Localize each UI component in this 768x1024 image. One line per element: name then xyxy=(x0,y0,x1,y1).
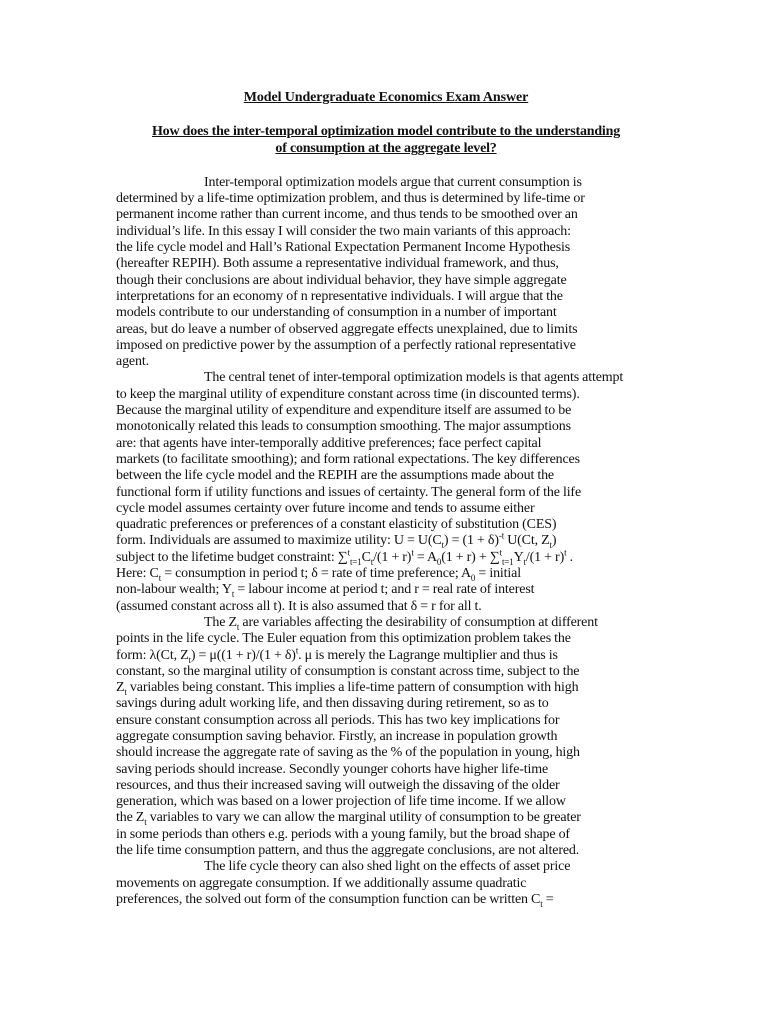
text-line: functional form if utility functions and issues of certainty. The general form of the life xyxy=(116,484,582,500)
text-line: ensure constant consumption across all periods. This has two key implications for xyxy=(116,712,560,728)
exam-question xyxy=(116,124,656,157)
text-line: Because the marginal utility of expenditure and expenditure itself are assumed to be xyxy=(116,403,572,419)
text-line: permanent income rather than current income, and thus tends to be smoothed over an xyxy=(116,207,578,223)
text-line: models contribute to our understanding of consumption in a number of important xyxy=(116,305,557,321)
text-line: $Z_t$ variables being constant. This implies a life-time pattern of consumption with high xyxy=(116,680,579,697)
paragraph xyxy=(116,615,656,859)
text-line: constant, so the marginal utility of consumption is constant across time, subject to the xyxy=(116,663,580,679)
text-line: in some periods than others e.g. periods with a young family, but the broad shape of xyxy=(116,826,570,842)
question-line: How does the inter-temporal optimization model contribute to the understanding xyxy=(151,124,621,140)
text-line: the life cycle model and Hall’s Rational Expectation Permanent Income Hypothesis xyxy=(116,240,571,256)
text-line: non-labour wealth; $Y_t$ = labour income at period t; and r = real rate of interest xyxy=(116,582,535,600)
paragraph xyxy=(116,175,656,371)
question-line: of consumption at the aggregate level? xyxy=(275,140,497,156)
text-line: savings during adult working life, and then dissaving during retirement, so as to xyxy=(116,696,549,712)
text-line: cycle model assumes certainty over future income and tends to assume either xyxy=(116,500,535,516)
text-line: subject to the lifetime budget constraint: $\sum^t_{t=1}C_t/(1 + r)^t = A_0(1 + r) + \sum^t_{t=1}Y_t/(1 + r)^t$ . xyxy=(116,547,573,567)
text-line: preferences, the solved out form of the consumption function can be written $C_t$ = xyxy=(116,891,554,909)
text-line: form. Individuals are assumed to maximize utility: $U = U(C_t) = (1 + \delta)^{-t}$ U(Ct, $Z_t$) xyxy=(116,530,557,551)
document-title: Model Undergraduate Economics Exam Answer xyxy=(243,90,529,105)
text-line: The $Z_t$ are variables affecting the desirability of consumption at different xyxy=(204,614,598,632)
text-line: points in the life cycle. The Euler equation from this optimization problem takes the xyxy=(116,631,571,647)
text-line: should increase the aggregate rate of saving as the % of the population in young, high xyxy=(116,745,580,761)
text-line: (assumed constant across all t). It is also assumed that δ = r for all t. xyxy=(116,598,482,614)
document-page xyxy=(116,90,656,908)
text-line: saving periods should increase. Secondly younger cohorts have higher life-time xyxy=(116,761,549,777)
text-line: Inter-temporal optimization models argue that current consumption is xyxy=(204,174,582,190)
text-line: individual’s life. In this essay I will consider the two main variants of this approach: xyxy=(116,223,571,239)
text-line: aggregate consumption saving behavior. Firstly, an increase in population growth xyxy=(116,728,558,744)
paragraph xyxy=(116,859,656,908)
text-line: generation, which was based on a lower projection of life time income. If we allow xyxy=(116,794,566,810)
text-line: Here: $C_t$ = consumption in period t; δ = rate of time preference; $A_0$ = initial xyxy=(116,566,521,583)
text-line: though their conclusions are about individual behavior, they have simple aggregate xyxy=(116,272,567,288)
text-line: (hereafter REPIH). Both assume a representative individual framework, and thus, xyxy=(116,256,559,272)
text-line: markets (to facilitate smoothing); and form rational expectations. The key differences xyxy=(116,451,580,467)
essay-body xyxy=(116,175,656,908)
paragraph xyxy=(116,370,656,614)
text-line: to keep the marginal utility of expenditure constant across time (in discounted terms). xyxy=(116,386,580,402)
text-line: imposed on predictive power by the assumption of a perfectly rational representative xyxy=(116,337,576,353)
text-line: determined by a life-time optimization problem, and thus is determined by life-time or xyxy=(116,191,585,207)
text-line: The life cycle theory can also shed light on the effects of asset price xyxy=(204,859,571,875)
text-line: the life time consumption pattern, and thus the aggregate conclusions, are not altered. xyxy=(116,843,580,859)
text-line: The central tenet of inter-temporal optimization models is that agents attempt xyxy=(204,370,624,386)
text-line: form: λ(Ct, $Z_t) = \mu((1 + r)/(1 + \delta)^t$. μ is merely the Lagrange multiplier and thus is xyxy=(116,644,558,665)
text-line: agent. xyxy=(116,354,149,370)
text-line: between the life cycle model and the REPIH are the assumptions made about the xyxy=(116,468,554,484)
text-line: movements on aggregate consumption. If we additionally assume quadratic xyxy=(116,875,527,891)
text-line: are: that agents have inter-temporally additive preferences; face perfect capital xyxy=(116,435,542,451)
text-line: resources, and thus their increased saving will outweigh the dissaving of the older xyxy=(116,777,560,793)
text-line: interpretations for an economy of n representative individuals. I will argue that the xyxy=(116,288,563,304)
text-line: monotonically related this leads to consumption smoothing. The major assumptions xyxy=(116,419,571,435)
text-line: areas, but do leave a number of observed aggregate effects unexplained, due to limits xyxy=(116,321,578,337)
text-line: quadratic preferences or preferences of a constant elasticity of substitution (CES) xyxy=(116,517,557,533)
text-line: the $Z_t$ variables to vary we can allow the marginal utility of consumption to be greater xyxy=(116,810,581,828)
